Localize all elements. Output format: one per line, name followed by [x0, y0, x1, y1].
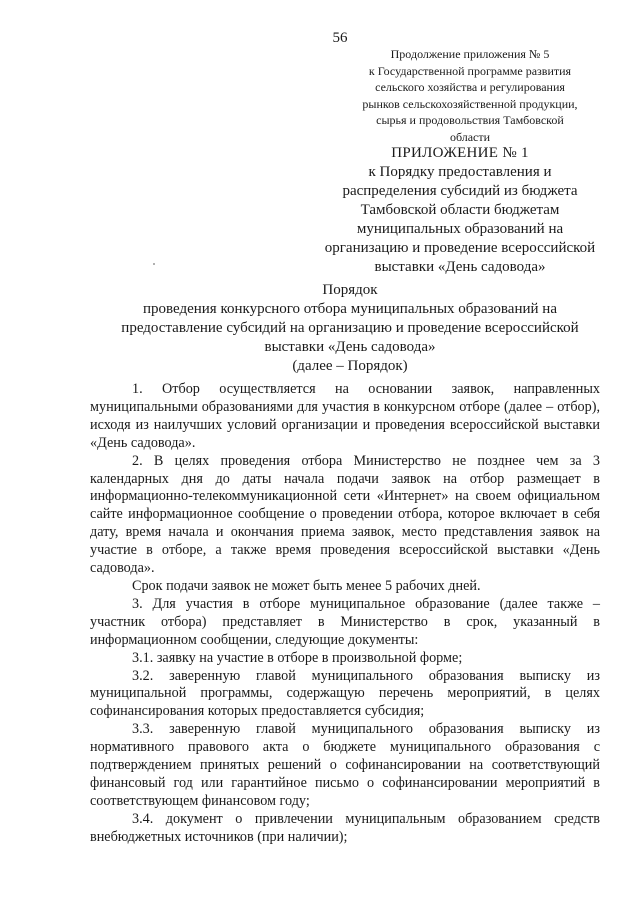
- continuation-line: Продолжение приложения № 5: [390, 47, 550, 61]
- order-heading: [90, 281, 610, 376]
- appendix-line: распределения субсидий из бюджета: [342, 183, 578, 199]
- paragraph: 3.3. заверенную главой муниципального образования выписку из нормативного правового акта о бюджете муниципального образования с подтверждением принятых решений о софинансировании на соответствующий финансовый год или гарантийное письмо о софинансировании мероприятий в соответствующем финансовом году;: [90, 721, 600, 809]
- order-heading-line: выставки «День садовода»: [264, 339, 436, 355]
- continuation-line: рынков сельскохозяйственной продукции,: [362, 96, 578, 111]
- continuation-line: сельского хозяйства и регулирования: [375, 80, 565, 95]
- order-heading-line: (далее – Порядок): [292, 358, 408, 374]
- appendix-line: выставки «День садовода»: [374, 259, 546, 275]
- paragraph: 2. В целях проведения отбора Министерство не позднее чем за 3 календарных дня до даты начала подачи заявок на отбор размещает в информационно-телекоммуникационной сети «Интернет» на своем официальном сайте информационное сообщение о проведении отбора, которое включает в себя дату, время начала и окончания приема заявок, место представления заявок на участие в отборе, а также время проведения всероссийской выставки «День садовода».: [90, 452, 600, 577]
- appendix-line: муниципальных образований на: [356, 221, 564, 237]
- page-number: 56: [332, 30, 348, 46]
- order-heading-line: проведения конкурсного отбора муниципальных образований на: [142, 301, 557, 317]
- appendix-line: организацию и проведение всероссийской: [324, 240, 596, 256]
- continuation-line: к Государственной программе развития: [368, 63, 572, 78]
- appendix-title: ПРИЛОЖЕНИЕ № 1: [391, 145, 529, 161]
- appendix-line: к Порядку предоставления и: [368, 164, 552, 180]
- paragraph: 3.2. заверенную главой муниципального образования выписку из муниципальной программы, содержащую перечень мероприятий, в целях софинансирования которых предоставляется субсидия;: [90, 667, 600, 720]
- continuation-header: [340, 46, 600, 146]
- continuation-line: сырья и продовольствия Тамбовской: [376, 113, 564, 128]
- appendix-block: [310, 144, 610, 277]
- scan-speck: [153, 263, 155, 265]
- body-text: [90, 381, 600, 847]
- order-heading-line: Порядок: [322, 282, 378, 298]
- paragraph: 1. Отбор осуществляется на основании заявок, направленных муниципальными образованиями для участия в конкурсном отборе (далее – отбор), исходя из наилучших условий организации и проведения всероссийской выставки «День садовода».: [90, 381, 600, 451]
- continuation-line: области: [449, 129, 491, 144]
- paragraph: 3. Для участия в отборе муниципальное образование (далее также – участник отбора) представляет в Министерство в срок, указанный в информационном сообщении, следующие документы:: [90, 595, 600, 648]
- order-heading-line: предоставление субсидий на организацию и проведение всероссийской: [121, 320, 579, 336]
- paragraph: Срок подачи заявок не может быть менее 5 рабочих дней.: [132, 577, 481, 594]
- appendix-line: Тамбовской области бюджетам: [360, 202, 560, 218]
- paragraph: 3.1. заявку на участие в отборе в произвольной форме;: [132, 649, 463, 666]
- paragraph: 3.4. документ о привлечении муниципальным образованием средств внебюджетных источников (при наличии);: [90, 810, 600, 845]
